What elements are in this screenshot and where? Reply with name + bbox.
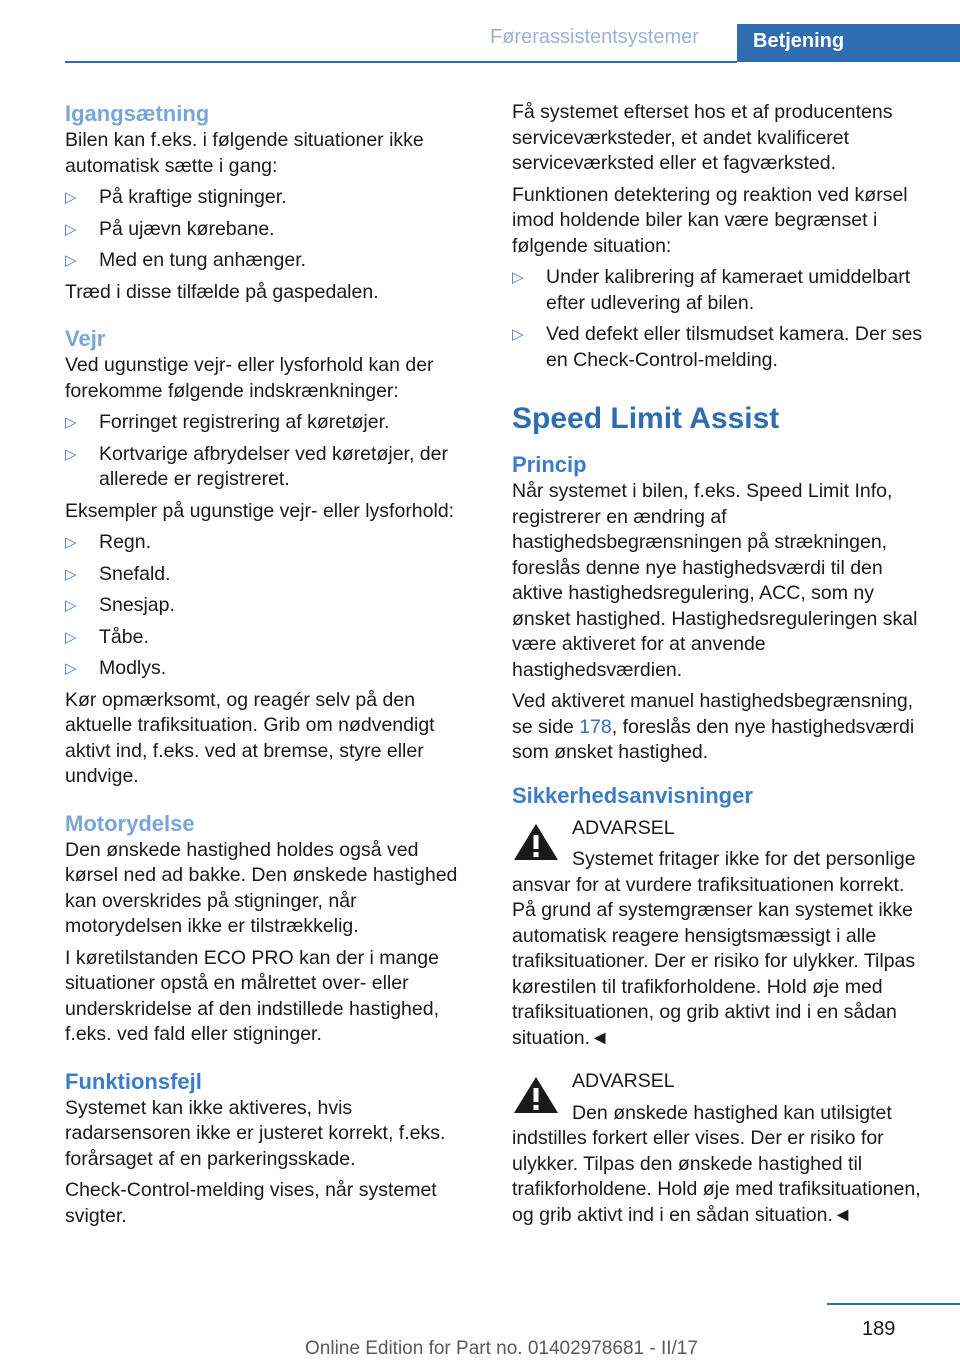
section-heading-princip: Princip: [512, 452, 587, 477]
page-header: [0, 0, 960, 62]
bullet-icon: ▷: [65, 534, 77, 551]
section-heading-motorydelse: Motorydelse: [65, 810, 195, 836]
list-item: ▷ Snesjap.: [65, 593, 475, 619]
list-item: ▷ Forringet registrering af køretøjer.: [65, 410, 475, 436]
right-column: [512, 100, 932, 1228]
paragraph: Eksempler på ugunstige vejr- eller lysforhold:: [65, 499, 455, 522]
warning-title: ADVARSEL: [572, 816, 675, 839]
warning-text: Systemet fritager ikke for det personlige ansvar for at vurdere trafiksituationen korrekt. På grund af systemgrænser kan systemet ikke automatisk reagere hensigtsmæssigt i alle trafiksituationer. Der er risiko for ulykker. Tilpas kørestilen til trafikforholdene. Hold øje med trafiksituationen, og grib aktivt ind i en sådan situation.◄: [512, 848, 916, 1049]
paragraph: Funktionen detektering og reaktion ved kørsel imod holdende biler kan være begrænset i følgende situation:: [512, 183, 908, 257]
section-heading-igangsaetning: Igangsætning: [65, 101, 210, 126]
paragraph: Bilen kan f.eks. i følgende situationer ikke automatisk sætte i gang:: [65, 129, 424, 177]
list-item: ▷ Modlys.: [65, 656, 475, 682]
footer-rule: [827, 1303, 960, 1305]
paragraph: I køretilstanden ECO PRO kan der i mange situationer opstå en målrettet over- eller underskridelse af den indstillede hastighed, f.eks. ved fald eller stigninger.: [65, 946, 439, 1045]
list-item: ▷ På ujævn kørebane.: [65, 217, 475, 243]
paragraph: Kør opmærksomt, og reagér selv på den aktuelle trafiksituation. Grib om nødvendigt aktivt ind, f.eks. ved at bremse, styre eller undvige.: [65, 688, 435, 787]
list-item: ▷ På kraftige stigninger.: [65, 185, 475, 211]
bullet-icon: ▷: [65, 628, 77, 646]
section-heading-funktionsfejl: Funktionsfejl: [65, 1068, 202, 1094]
list-item: ▷ Snefald.: [65, 562, 475, 588]
left-column: [65, 100, 475, 1235]
warning-triangle-icon: [512, 822, 560, 862]
footer-edition-text: Online Edition for Part no. 01402978681 - II/17: [305, 1338, 698, 1359]
bullet-icon: ▷: [512, 269, 524, 286]
bullet-icon: ▷: [65, 414, 77, 431]
paragraph: Træd i disse tilfælde på gaspedalen.: [65, 280, 379, 303]
bullet-icon: ▷: [65, 220, 77, 238]
paragraph: Ved aktiveret manuel hastighedsbegrænsning, se side 178, foreslås den nye hastighedsværdi som ønsket hastighed.: [512, 690, 915, 763]
warning-text: Den ønskede hastighed kan utilsigtet indstilles forkert eller vises. Der er risiko for ulykker. Tilpas den ønskede hastighed til trafikforholdene. Hold øje med trafiksituationen, og grib aktivt ind i en sådan situation.◄: [512, 1101, 921, 1226]
list-item: ▷ Med en tung anhænger.: [65, 248, 475, 274]
list-item: ▷ Kortvarige afbrydelser ved køretøjer, der allerede er registreret.: [65, 442, 448, 490]
paragraph: Systemet kan ikke aktiveres, hvis radarsensoren ikke er justeret korrekt, f.eks. forårsaget af en parkeringsskade.: [65, 1096, 446, 1170]
section-heading-vejr: Vejr: [65, 326, 106, 351]
warning-title: ADVARSEL: [572, 1070, 675, 1092]
bullet-icon: ▷: [65, 597, 77, 614]
paragraph: Når systemet i bilen, f.eks. Speed Limit Info, registrerer en ændring af hastighedsbegrænsningen på strækningen, foreslås denne nye hastighedsværdi til den aktive hastighedsregulering, ACC, som ny ønsket hastighed. Hastighedsreguleringen skal være aktiveret for at anvende hastighedsværdien.: [512, 480, 918, 681]
page-reference-link[interactable]: 178: [579, 715, 612, 738]
list-item: ▷ Under kalibrering af kameraet umiddelbart efter udlevering af bilen.: [512, 266, 911, 314]
paragraph: Den ønskede hastighed holdes også ved kørsel ned ad bakke. Den ønskede hastighed kan overskrides på stigninger, når motorydelsen ikke er tilstrækkelig.: [65, 838, 458, 937]
bullet-list: [65, 185, 475, 274]
header-section-title: Førerassistentsystemer: [490, 26, 699, 48]
list-item: ▷ Regn.: [65, 530, 475, 556]
warning-triangle-icon: [512, 1075, 560, 1115]
header-rule: [65, 61, 737, 63]
list-item: ▷ Ved defekt eller tilsmudset kamera. Der ses en Check-Control-melding.: [512, 323, 923, 371]
paragraph: Ved ugunstige vejr- eller lysforhold kan der forekomme følgende indskrænkninger:: [65, 354, 434, 402]
bullet-icon: ▷: [65, 660, 77, 677]
paragraph: Få systemet efterset hos et af producentens serviceværksteder, et andet kvalificeret serviceværksted eller et fagværksted.: [512, 101, 893, 174]
bullet-icon: ▷: [65, 189, 77, 206]
bullet-icon: ▷: [65, 445, 77, 463]
bullet-list: [512, 265, 932, 373]
paragraph: Check-Control-melding vises, når systemet svigter.: [65, 1179, 437, 1227]
section-heading-sikkerhedsanvisninger: Sikkerhedsanvisninger: [512, 782, 753, 808]
bullet-list: [65, 410, 475, 493]
warning-block: [512, 1069, 932, 1228]
bullet-icon: ▷: [65, 565, 77, 583]
page-number: 189: [862, 1318, 896, 1340]
bullet-list: [65, 530, 475, 682]
bullet-icon: ▷: [65, 252, 77, 269]
list-item: ▷ Tåbe.: [65, 625, 475, 651]
warning-block: [512, 816, 932, 1052]
chapter-heading-speed-limit-assist: Speed Limit Assist: [512, 402, 780, 435]
bullet-icon: ▷: [512, 326, 524, 343]
header-chapter-tab: Betjening: [737, 24, 960, 62]
